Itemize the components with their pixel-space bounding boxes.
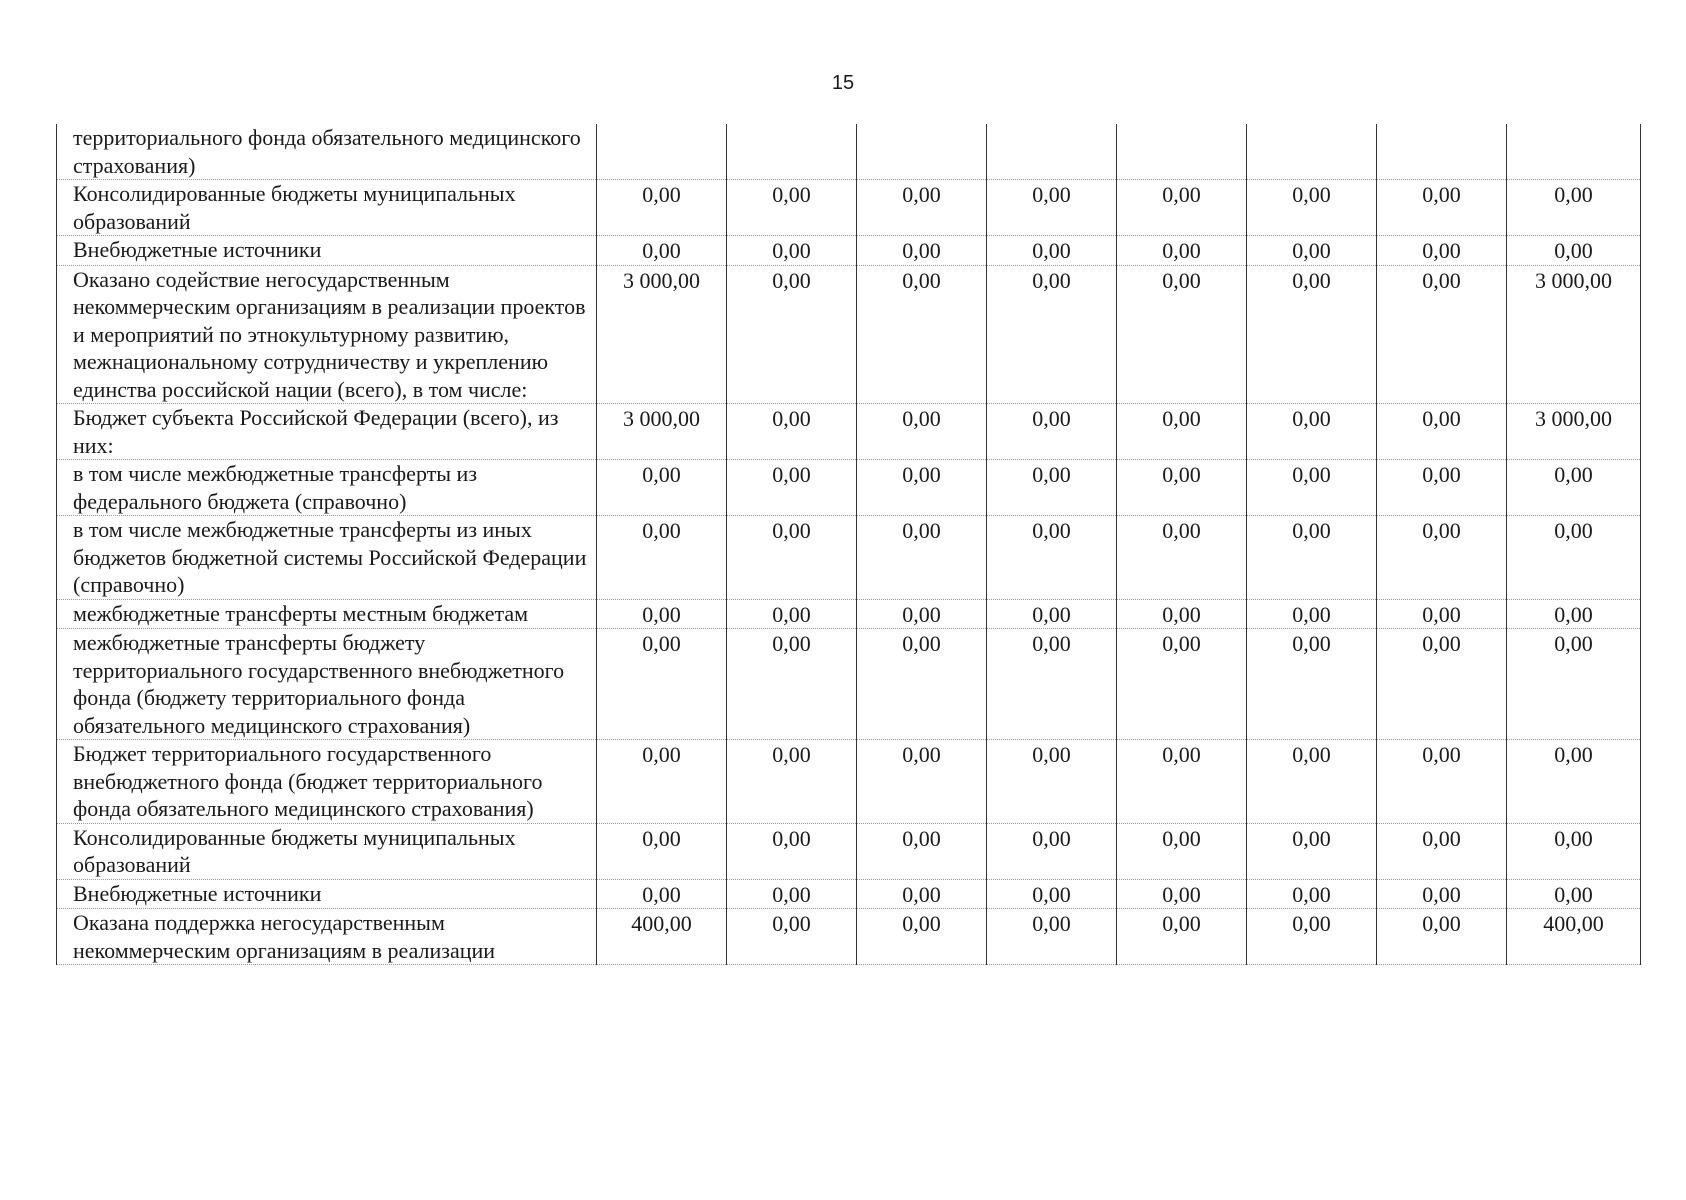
value-cell: 0,00 (1377, 460, 1507, 516)
value-cell: 0,00 (987, 599, 1117, 629)
value-cell: 0,00 (1507, 879, 1641, 909)
table-row (57, 823, 1641, 879)
value-cell: 0,00 (987, 460, 1117, 516)
value-cell: 0,00 (727, 404, 857, 460)
table-row (57, 909, 1641, 965)
value-cell (597, 124, 727, 180)
value-cell: 0,00 (1117, 823, 1247, 879)
value-cell: 0,00 (727, 180, 857, 236)
value-cell: 0,00 (987, 740, 1117, 824)
page-number: 15 (831, 72, 855, 94)
value-cell: 0,00 (1247, 460, 1377, 516)
value-cell: 0,00 (597, 823, 727, 879)
value-cell: 0,00 (1247, 599, 1377, 629)
value-cell: 0,00 (1117, 460, 1247, 516)
value-cell (1507, 124, 1641, 180)
value-cell: 0,00 (597, 740, 727, 824)
value-cell: 0,00 (1377, 516, 1507, 600)
value-cell: 0,00 (1377, 404, 1507, 460)
value-cell: 0,00 (1247, 265, 1377, 404)
value-cell: 0,00 (1247, 823, 1377, 879)
value-cell: 0,00 (857, 740, 987, 824)
value-cell: 0,00 (1117, 909, 1247, 965)
value-cell: 3 000,00 (597, 265, 727, 404)
table-row (57, 404, 1641, 460)
value-cell: 0,00 (1117, 404, 1247, 460)
value-cell (857, 124, 987, 180)
value-cell: 0,00 (1377, 180, 1507, 236)
value-cell (1247, 124, 1377, 180)
row-label: территориального фонда обязательного медицинского страхования) (57, 124, 597, 180)
value-cell: 0,00 (727, 909, 857, 965)
value-cell: 3 000,00 (597, 404, 727, 460)
value-cell: 0,00 (597, 460, 727, 516)
value-cell: 400,00 (1507, 909, 1641, 965)
value-cell (987, 124, 1117, 180)
value-cell: 0,00 (857, 265, 987, 404)
value-cell: 0,00 (727, 460, 857, 516)
value-cell: 0,00 (1117, 879, 1247, 909)
value-cell: 3 000,00 (1507, 404, 1641, 460)
value-cell: 0,00 (1377, 740, 1507, 824)
value-cell: 0,00 (857, 823, 987, 879)
value-cell: 0,00 (727, 516, 857, 600)
value-cell: 0,00 (727, 599, 857, 629)
value-cell: 0,00 (597, 516, 727, 600)
value-cell (727, 124, 857, 180)
row-label: межбюджетные трансферты бюджету территориального государственного внебюджетного фонда (бюджету территориального фонда обязательного медицинского страхования) (57, 629, 597, 740)
value-cell: 0,00 (597, 180, 727, 236)
table-row (57, 236, 1641, 266)
table-row (57, 629, 1641, 740)
value-cell: 0,00 (1117, 740, 1247, 824)
row-label: Консолидированные бюджеты муниципальных образований (57, 823, 597, 879)
value-cell: 0,00 (1117, 236, 1247, 266)
value-cell: 0,00 (857, 629, 987, 740)
value-cell: 0,00 (1507, 516, 1641, 600)
value-cell: 0,00 (1247, 516, 1377, 600)
value-cell: 0,00 (857, 460, 987, 516)
row-label: Оказано содействие негосударственным некоммерческим организациям в реализации проектов и мероприятий по этнокультурному развитию, межнациональному сотрудничеству и укреплению единства российской нации (всего), в том числе: (57, 265, 597, 404)
value-cell: 0,00 (1117, 629, 1247, 740)
value-cell: 3 000,00 (1507, 265, 1641, 404)
value-cell: 0,00 (1507, 823, 1641, 879)
value-cell: 0,00 (857, 599, 987, 629)
value-cell: 0,00 (1247, 629, 1377, 740)
value-cell: 0,00 (1377, 236, 1507, 266)
value-cell: 0,00 (1377, 629, 1507, 740)
value-cell: 0,00 (727, 629, 857, 740)
value-cell: 0,00 (1507, 236, 1641, 266)
value-cell: 0,00 (857, 516, 987, 600)
value-cell: 0,00 (1247, 879, 1377, 909)
value-cell: 0,00 (1247, 909, 1377, 965)
value-cell: 0,00 (727, 740, 857, 824)
value-cell: 0,00 (1377, 879, 1507, 909)
value-cell (1117, 124, 1247, 180)
value-cell: 400,00 (597, 909, 727, 965)
value-cell: 0,00 (987, 180, 1117, 236)
value-cell: 0,00 (727, 236, 857, 266)
value-cell: 0,00 (1377, 909, 1507, 965)
value-cell: 0,00 (1377, 599, 1507, 629)
value-cell: 0,00 (597, 599, 727, 629)
row-label: Внебюджетные источники (57, 879, 597, 909)
value-cell: 0,00 (727, 265, 857, 404)
table-row (57, 265, 1641, 404)
table-row (57, 460, 1641, 516)
table-row (57, 180, 1641, 236)
value-cell: 0,00 (857, 180, 987, 236)
row-label: межбюджетные трансферты местным бюджетам (57, 599, 597, 629)
value-cell: 0,00 (987, 823, 1117, 879)
row-label: в том числе межбюджетные трансферты из иных бюджетов бюджетной системы Российской Федерации (справочно) (57, 516, 597, 600)
value-cell: 0,00 (1507, 740, 1641, 824)
row-label: Оказана поддержка негосударственным некоммерческим организациям в реализации (57, 909, 597, 965)
table-row (57, 516, 1641, 600)
value-cell: 0,00 (1247, 236, 1377, 266)
value-cell: 0,00 (1117, 265, 1247, 404)
value-cell: 0,00 (857, 404, 987, 460)
value-cell: 0,00 (1507, 460, 1641, 516)
value-cell: 0,00 (857, 879, 987, 909)
table-row (57, 879, 1641, 909)
table-row (57, 599, 1641, 629)
value-cell: 0,00 (597, 236, 727, 266)
value-cell: 0,00 (1117, 599, 1247, 629)
value-cell (1377, 124, 1507, 180)
table-row (57, 740, 1641, 824)
value-cell: 0,00 (1377, 265, 1507, 404)
value-cell: 0,00 (727, 823, 857, 879)
table-row (57, 124, 1641, 180)
row-label: Консолидированные бюджеты муниципальных образований (57, 180, 597, 236)
value-cell: 0,00 (1507, 629, 1641, 740)
value-cell: 0,00 (987, 909, 1117, 965)
value-cell: 0,00 (1377, 823, 1507, 879)
value-cell: 0,00 (857, 909, 987, 965)
value-cell: 0,00 (987, 629, 1117, 740)
value-cell: 0,00 (1117, 516, 1247, 600)
value-cell: 0,00 (987, 265, 1117, 404)
value-cell: 0,00 (1507, 599, 1641, 629)
value-cell: 0,00 (987, 404, 1117, 460)
row-label: в том числе межбюджетные трансферты из федерального бюджета (справочно) (57, 460, 597, 516)
value-cell: 0,00 (1247, 180, 1377, 236)
value-cell: 0,00 (597, 629, 727, 740)
row-label: Бюджет территориального государственного внебюджетного фонда (бюджет территориального фонда обязательного медицинского страхования) (57, 740, 597, 824)
value-cell: 0,00 (857, 236, 987, 266)
value-cell: 0,00 (987, 879, 1117, 909)
value-cell: 0,00 (987, 236, 1117, 266)
value-cell: 0,00 (1247, 740, 1377, 824)
row-label: Бюджет субъекта Российской Федерации (всего), из них: (57, 404, 597, 460)
value-cell: 0,00 (1117, 180, 1247, 236)
value-cell: 0,00 (727, 879, 857, 909)
value-cell: 0,00 (987, 516, 1117, 600)
budget-table (56, 124, 1641, 965)
value-cell: 0,00 (1247, 404, 1377, 460)
value-cell: 0,00 (1507, 180, 1641, 236)
value-cell: 0,00 (597, 879, 727, 909)
row-label: Внебюджетные источники (57, 236, 597, 266)
